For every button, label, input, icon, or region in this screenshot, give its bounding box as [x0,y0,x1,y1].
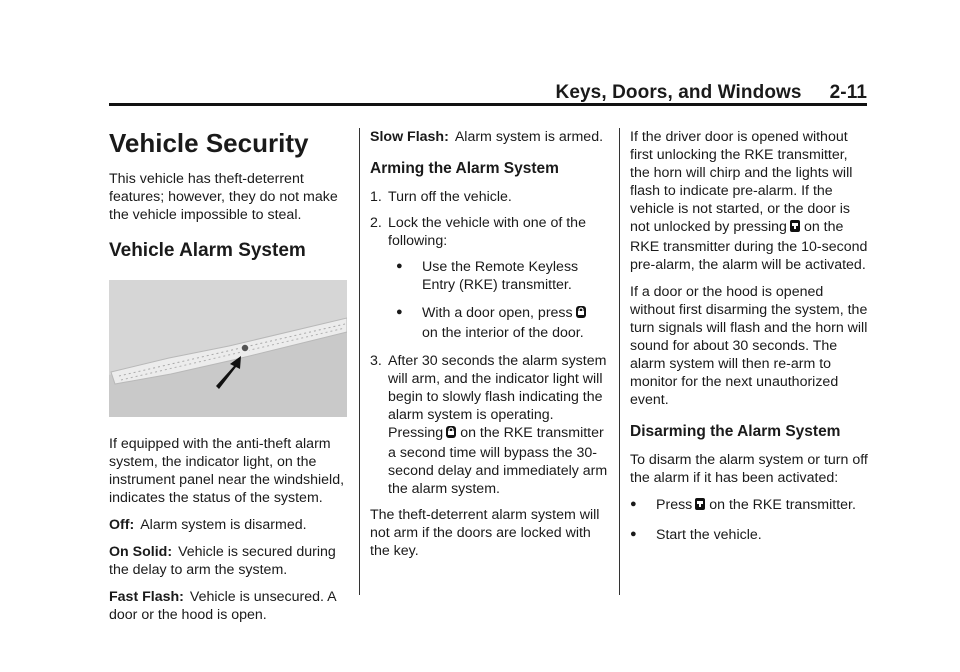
column-divider [359,128,360,595]
column-1 [109,128,349,633]
state-label: Slow Flash: [370,129,449,145]
disarm-intro: To disarm the alarm system or turn off the alarm if it has been activated: [630,452,868,486]
state-text: Vehicle is unsecured. A door or the hood is open. [109,589,336,623]
page-number: 2-11 [829,82,867,103]
bullet-icon: ● [396,306,403,318]
disarming-heading: Disarming the Alarm System [630,423,841,440]
page-header [556,82,868,104]
bullet-icon: ● [630,498,637,510]
state-on-solid [109,543,349,579]
lock-icon [445,425,457,444]
unlock-icon [789,219,801,238]
indicator-paragraph: If equipped with the anti-theft alarm system, the indicator light, on the instrument panel near the windshield, indicates the status of the system. [109,436,345,506]
indicator-light-illustration [109,280,347,417]
column-2 [370,128,610,569]
section-heading: Vehicle Alarm System [109,240,306,261]
header-rule [109,103,867,106]
arming-heading: Arming the Alarm System [370,160,559,177]
state-off [109,516,349,534]
column-3 [630,128,870,554]
lock-icon [575,305,587,324]
state-label: Fast Flash: [109,589,184,605]
bullet-press-unlock: ● Press on the RKE transmitter. [630,496,870,516]
page-title: Vehicle Security [109,128,309,158]
step-2: 2. Lock the vehicle with one of the following: [370,215,586,249]
step-1: 1. Turn off the vehicle. [370,189,512,205]
unlock-icon [694,497,706,516]
bullet-icon: ● [396,260,403,272]
state-label: On Solid: [109,544,173,560]
state-text: Alarm system is disarmed. [140,517,307,533]
step-3: 3. After 30 seconds the alarm system will arm, and the indicator light will begin to slowly flash indicating the alarm system is operating. Pressing on the RKE transmitter a second time will bypass the 30-second delay and immediately arm the alarm system. [370,353,608,497]
column-divider [619,128,620,595]
prealarm-paragraph: If the driver door is opened without first unlocking the RKE transmitter, the horn will chirp and the lights will flash to indicate pre-alarm. If the vehicle is not started, or the door is not unlocked by pressing on the RKE transmitter during the 10-second pre-alarm, the alarm will be activated. [630,129,868,273]
signals-paragraph: If a door or the hood is opened without first disarming the system, the turn signals will flash and the horn will sound for about 30 seconds. The alarm system will then re-arm to monitor for the next unauthorized event. [630,284,868,408]
intro-paragraph: This vehicle has theft-deterrent features; however, they do not make the vehicle impossible to steal. [109,171,338,223]
state-text: Alarm system is armed. [454,129,604,145]
bullet-icon: ● [630,528,637,540]
state-slow-flash [370,128,610,146]
note-paragraph: The theft-deterrent alarm system will not arm if the doors are locked with the key. [370,507,600,559]
section-title: Keys, Doors, and Windows [555,82,802,103]
bullet-start-vehicle: ● Start the vehicle. [630,527,762,543]
bullet-rke: ● Use the Remote Keyless Entry (RKE) transmitter. [396,259,579,293]
state-label: Off: [109,517,135,533]
bullet-door-lock: ● With a door open, press on the interior of the door. [396,304,610,342]
state-fast-flash [109,588,349,624]
state-text: Vehicle is secured during the delay to arm the system. [109,544,336,578]
